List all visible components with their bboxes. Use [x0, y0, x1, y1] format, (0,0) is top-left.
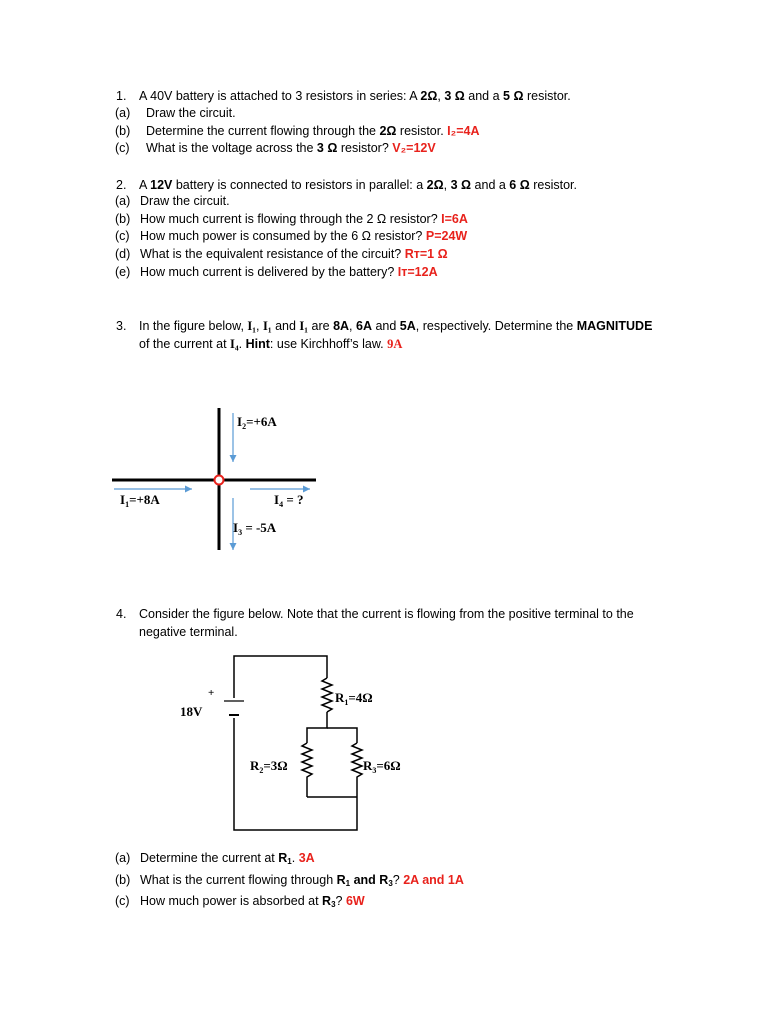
r3-branch-top: [327, 728, 357, 743]
battery-label: 18V: [180, 704, 203, 719]
q1-answer-c: V₂=12V: [392, 141, 436, 155]
r2-resistor: [302, 743, 312, 797]
q2-answer-e: Iᴛ=12A: [397, 265, 438, 279]
q4-answer-c: 6W: [345, 894, 365, 908]
kirchhoff-junction-figure: [100, 400, 330, 560]
r3-resistor: [352, 743, 362, 797]
q2-answer-b: I=6A: [441, 212, 468, 226]
q2-answer-c: P=24W: [425, 229, 468, 243]
q1-text: A 40V battery is attached to 3 resistors in series: A 2Ω, 3 Ω and a 5 Ω resistor.: [139, 89, 571, 103]
i3-label: $I_3 = -5A$: [233, 520, 277, 537]
document-page: 1. A 40V battery is attached to 3 resistors in series: A 2Ω, 3 Ω and a 5 Ω resistor. (a) Draw the circuit. (b) Determine the current flowing through the 2Ω resistor. I₂=4A (c) What is the voltage across the 3 Ω resistor? V₂=12V 2. A 12V battery is connected to resistors in parallel: a 2Ω, 3 Ω and a 6 Ω resistor. (a) Draw the circuit. (b) How much current is flowing through the 2 Ω resistor? I=6A (c) How much power is consumed by the 6 Ω resistor? P=24W (d) What is the equivalent resistance of the circuit? Rᴛ=1 Ω (e) How much current is delivered by the battery? Iᴛ=12A 3. In the figure below, I₁, I₁ and I₁ are 8A, 6A and 5A, respectively. Determine the MAGNITUDE of the current at I₄. Hint: use Kirchhoff’s law. 9A $I_2=+6A$ $I_1=+8A$ $I_4$ = ? $I_3 = -5A$ 4. Consider the figure below. Note that the current is flowing from the positive terminal to the negative terminal. + 18V $R_1=4\Omega$ $R_2=3\Omega$ $R_3=6\Omega$ (a) Determine the current at $R_1$. 3A (b) What is the current flowing through $R_1$ and $R_3$? 2A and 1A (c) How much power is absorbed at $R_3$? 6W: [0, 0, 768, 1024]
r2-branch-top: [307, 712, 327, 743]
r1-label: $R_1=4\Omega$: [335, 690, 373, 707]
junction-node: [215, 476, 224, 485]
top-wire: [234, 656, 327, 698]
r2-label: $R_2=3\Omega$: [250, 758, 288, 775]
q1-number: 1.: [116, 89, 127, 103]
bottom-wire: [234, 718, 357, 830]
i4-label: $I_4$ = ?: [274, 492, 304, 509]
battery-plus: +: [208, 687, 215, 699]
q4-answer-b: 2A and 1A: [403, 873, 464, 887]
r1-resistor: [322, 678, 332, 712]
q2-answer-d: Rᴛ=1 Ω: [404, 247, 448, 261]
q3-answer: 9A: [387, 337, 403, 351]
q1-answer-b: I₂=4A: [447, 124, 480, 138]
q4-answer-a: 3A: [298, 851, 315, 865]
parallel-circuit-figure: [170, 648, 420, 838]
i1-label: $I_1=+8A$: [120, 492, 160, 509]
i2-label: $I_2=+6A$: [237, 414, 277, 431]
r3-label: $R_3=6\Omega$: [363, 758, 401, 775]
